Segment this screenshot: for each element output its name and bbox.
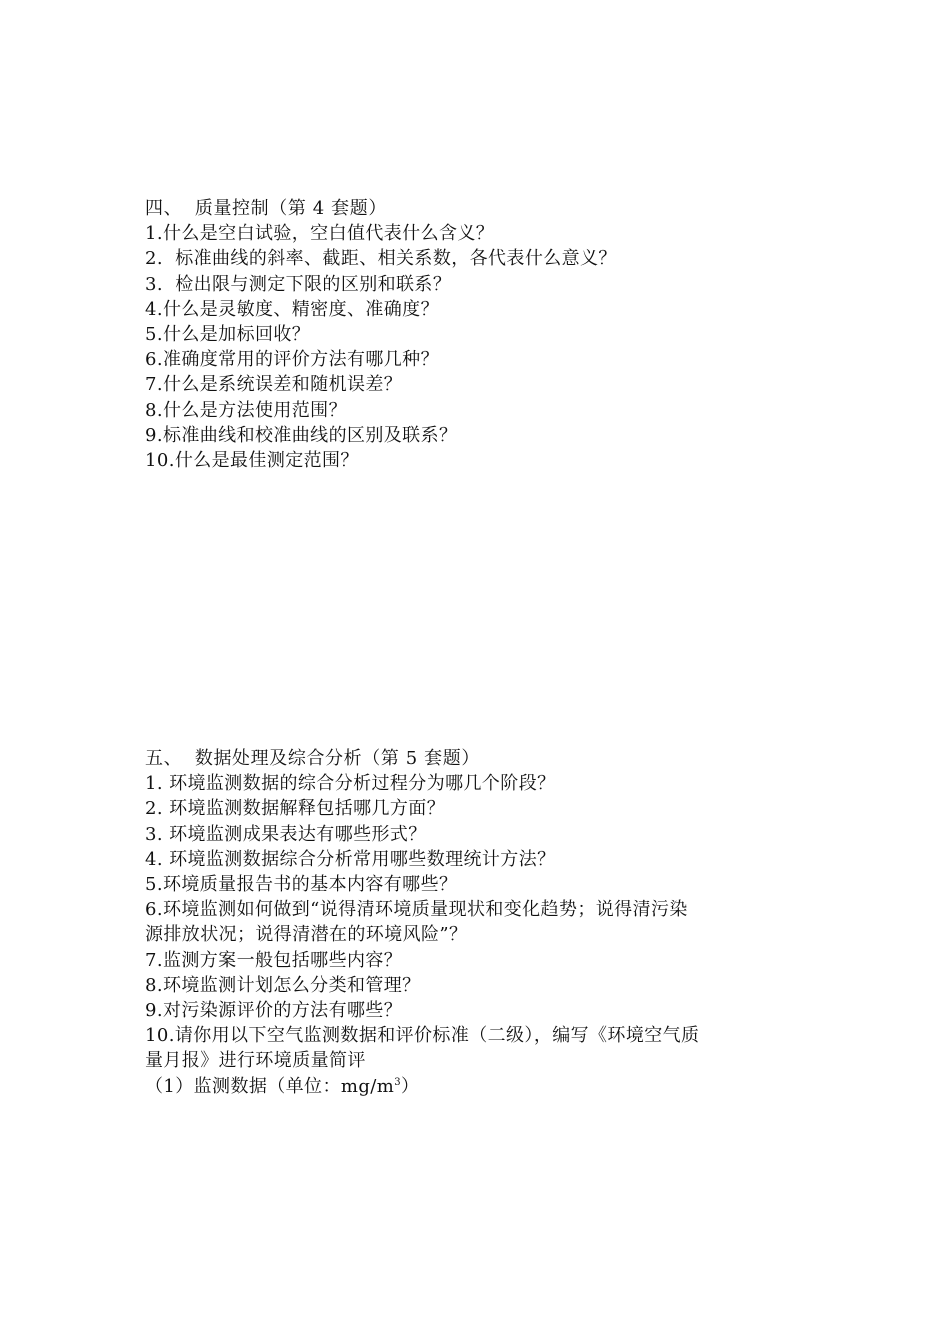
question-item: 2. 环境监测数据解释包括哪几方面？ (145, 798, 446, 820)
question-item: 9.对污染源评价的方法有哪些？ (145, 1000, 403, 1022)
unit-superscript: 3 (394, 1076, 401, 1088)
question-item: 5.环境质量报告书的基本内容有哪些？ (145, 874, 458, 896)
question-item: 7.监测方案一般包括哪些内容？ (145, 949, 403, 971)
question-item: 3. 检出限与测定下限的区别和联系？ (145, 273, 452, 295)
question-item: 2. 标准曲线的斜率、截距、相关系数，各代表什么意义？ (145, 248, 617, 270)
question-item: 4. 环境监测数据综合分析常用哪些数理统计方法？ (145, 848, 556, 870)
section-heading: 四、 质量控制（第 4 套题） (145, 198, 387, 219)
section-data-processing (145, 746, 825, 1099)
section-heading: 五、 数据处理及综合分析（第 5 套题） (145, 748, 480, 769)
question-item-continuation: 量月报》进行环境质量简评 (145, 1050, 366, 1072)
data-caption (145, 1074, 825, 1099)
section-quality-control (145, 196, 825, 473)
question-item-continuation: 源排放状况；说得清潜在的环境风险”？ (145, 924, 468, 946)
question-item: 10.什么是最佳测定范围？ (145, 450, 359, 472)
question-item: 5.什么是加标回收？ (145, 324, 311, 346)
question-item: 1.什么是空白试验，空白值代表什么含义？ (145, 223, 495, 245)
question-item: 8.环境监测计划怎么分类和管理？ (145, 974, 421, 996)
question-item: 1. 环境监测数据的综合分析过程分为哪几个阶段？ (145, 773, 556, 795)
data-caption-text: （1）监测数据（单位：mg/m (145, 1075, 395, 1097)
question-item: 7.什么是系统误差和随机误差？ (145, 374, 403, 396)
question-item: 8.什么是方法使用范围？ (145, 399, 347, 421)
data-caption-end: ） (400, 1075, 420, 1097)
question-item: 6.环境监测如何做到“说得清环境质量现状和变化趋势；说得清污染 (145, 899, 688, 921)
question-item: 6.准确度常用的评价方法有哪几种？ (145, 349, 439, 371)
question-item: 3. 环境监测成果表达有哪些形式？ (145, 823, 427, 845)
question-item: 4.什么是灵敏度、精密度、准确度？ (145, 298, 439, 320)
question-item: 10.请你用以下空气监测数据和评价标准（二级），编写《环境空气质 (145, 1025, 700, 1047)
question-item: 9.标准曲线和校准曲线的区别及联系？ (145, 424, 458, 446)
